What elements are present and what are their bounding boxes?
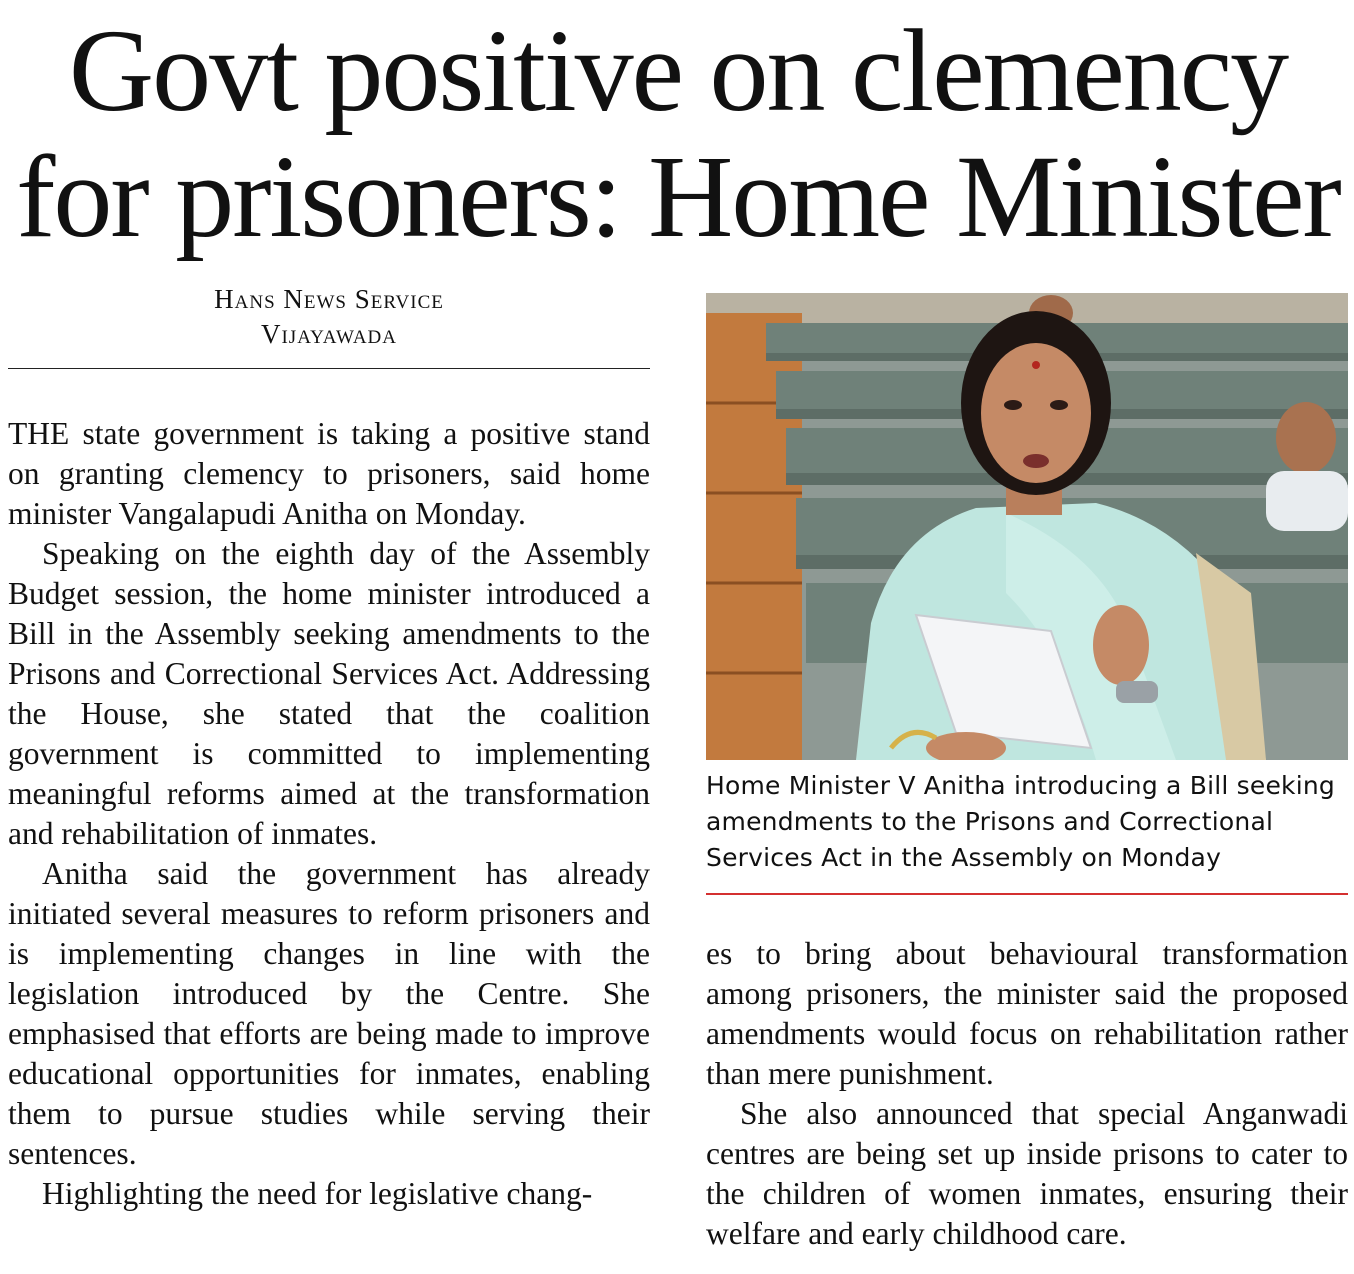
byline-place: Vijayawada (260, 319, 397, 349)
paragraph-6: She also announced that special Anganwadi centres are being set up inside prisons to cater to the children of women inmates, ensuring their welfare and early childhood care. (706, 1096, 1348, 1251)
photo-caption: Home Minister V Anitha introducing a Bill seeking amendments to the Prisons and Correctional Services Act in the Assembly on Monday (706, 771, 1335, 872)
caption-divider (706, 893, 1348, 895)
paragraph-3: Anitha said the government has already initiated several measures to reform prisoners and is implementing changes in line with the legislation introduced by the Centre. She emphasised that efforts are being made to improve educational opportunities for inmates, enabling them to pursue studies while serving their sentences. (8, 856, 650, 1171)
headline: Govt positive on clemency for prisoners: Home Minister (16, 5, 1340, 262)
byline-agency: Hans News Service (214, 284, 444, 314)
paragraph-5: es to bring about behavioural transformation among prisoners, the minister said the proposed amendments would focus on rehabilitation rather than mere punishment. (706, 936, 1348, 1091)
paragraph-4: Highlighting the need for legislative chang- (42, 1176, 593, 1211)
left-column (8, 414, 650, 1214)
article-photo (706, 293, 1348, 760)
byline-divider (8, 368, 650, 369)
right-column (706, 934, 1348, 1254)
paragraph-2: Speaking on the eighth day of the Assembly Budget session, the home minister introduced a Bill in the Assembly seeking amendments to the Prisons and Correctional Services Act. Addressing the House, she stated that the coalition government is committed to implementing meaningful reforms aimed at the transformation and rehabilitation of inmates. (8, 536, 650, 851)
minister-photo-illustration (706, 293, 1348, 760)
byline (8, 282, 650, 352)
paragraph-1: THE state government is taking a positive stand on granting clemency to prisoners, said home minister Vangalapudi Anitha on Monday. (8, 416, 650, 531)
